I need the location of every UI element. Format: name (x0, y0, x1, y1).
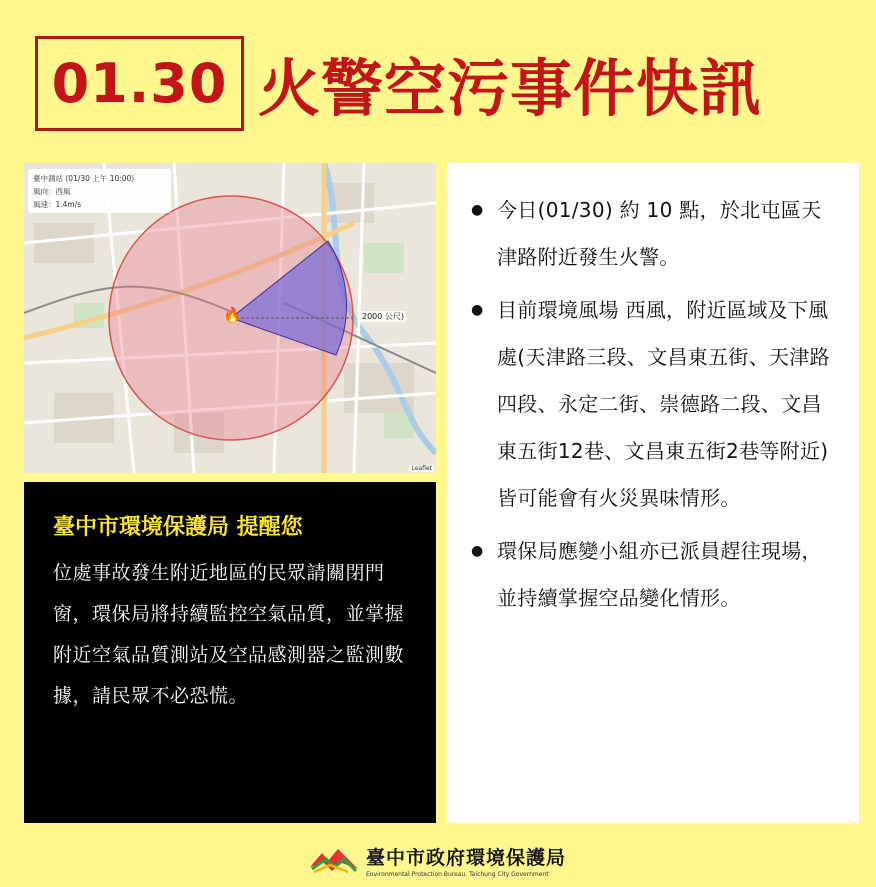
list-item (471, 287, 839, 522)
footer (308, 840, 566, 880)
org-name-en: Environmental Protection Bureau, Taichung City Government (366, 870, 549, 878)
epb-logo-icon (308, 845, 360, 875)
org-name-zh: 臺中市政府環境保護局 (366, 846, 567, 869)
details-panel (447, 163, 859, 823)
reminder-title: 臺中市環境保護局 提醒您 (53, 515, 303, 540)
map-attribution[interactable]: Leaflet (411, 465, 432, 472)
list-item-text: 環保局應變小組亦已派員趕往現場，並持續掌握空品變化情形。 (497, 539, 822, 610)
radius-label: 2000 公尺) (362, 312, 405, 321)
bullet-icon: ● (471, 302, 484, 318)
wind-direction-label: 風向：西風 (33, 187, 71, 196)
reminder-panel (24, 482, 436, 823)
fire-icon[interactable]: 🔥 (223, 306, 242, 324)
list-item-text: 今日(01/30) 約 10 點，於北屯區天津路附近發生火警。 (497, 198, 822, 269)
reminder-body: 位處事故發生附近地區的民眾請關閉門窗，環保局將持續監控空氣品質，並掌握附近空氣品質測站及空品感測器之監測數據，請民眾不必恐慌。 (53, 562, 405, 707)
bullet-icon: ● (471, 202, 484, 218)
bullet-icon: ● (471, 543, 484, 559)
page-title: 火警空污事件快訊 (258, 52, 763, 125)
map-view[interactable] (24, 163, 436, 473)
list-item (471, 528, 839, 622)
wind-speed-label: 風速：1.4m/s (33, 200, 82, 209)
list-item (471, 187, 839, 281)
date-badge: 01.30 (35, 36, 244, 131)
station-label: 臺中測站 (01/30 上午 10:00) (33, 174, 135, 183)
list-item-text: 目前環境風場 西風，附近區域及下風處(天津路三段、文昌東五街、天津路四段、永定二街、崇德路二段、文昌東五街12巷、文昌東五街2巷等附近)皆可能會有火災異味情形。 (497, 298, 830, 510)
station-info-box (28, 169, 171, 213)
